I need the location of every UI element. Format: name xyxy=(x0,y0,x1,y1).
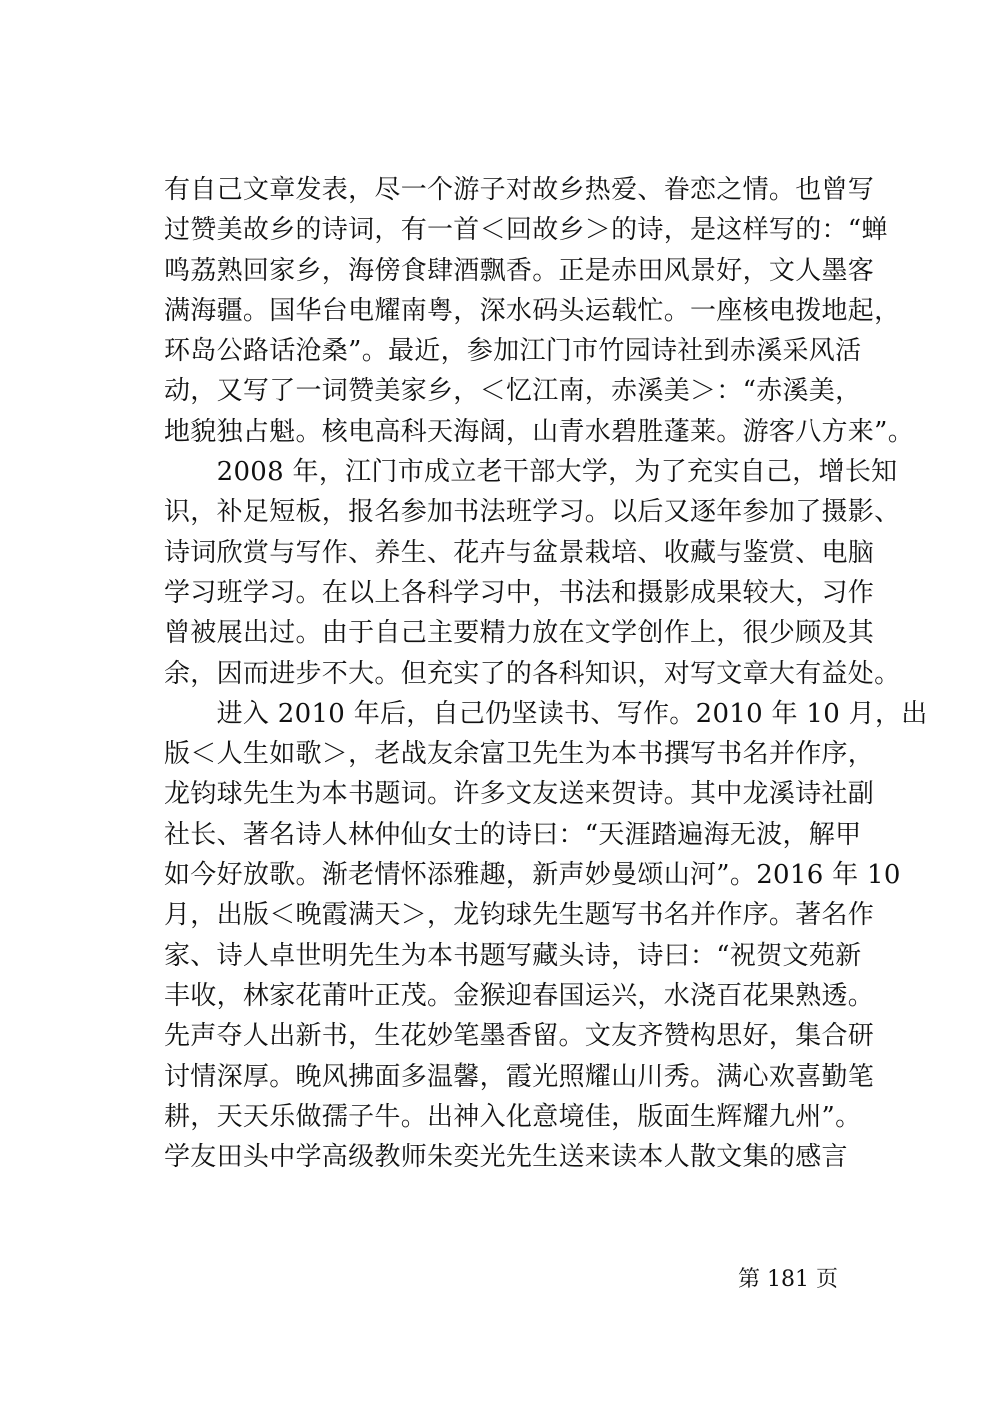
text-line: 版＜人生如歌＞，老战友余富卫先生为本书撰写书名并作序， xyxy=(164,739,875,770)
text-line: 识，补足短板，报名参加书法班学习。以后又逐年参加了摄影、 xyxy=(164,497,901,528)
text-line: 余，因而进步不大。但充实了的各科知识，对写文章大有益处。 xyxy=(164,658,901,689)
body-text xyxy=(164,170,928,1177)
text-line: 先声夺人出新书，生花妙笔墨香留。文友齐赞构思好，集合研 xyxy=(164,1021,875,1052)
text-line: 2008 年，江门市成立老干部大学，为了充实自己，增长知 xyxy=(164,457,898,488)
text-line: 动，又写了一词赞美家乡，＜忆江南，赤溪美＞：“赤溪美， xyxy=(164,376,862,407)
page-number: 第 181 页 xyxy=(738,1267,838,1292)
text-line: 如今好放歌。渐老情怀添雅趣，新声妙曼颂山河”。2016 年 10 xyxy=(164,860,901,891)
text-line: 学习班学习。在以上各科学习中，书法和摄影成果较大，习作 xyxy=(164,577,875,608)
text-line: 学友田头中学高级教师朱奕光先生送来读本人散文集的感言 xyxy=(164,1142,848,1173)
text-line: 家、诗人卓世明先生为本书题写藏头诗，诗曰：“祝贺文苑新 xyxy=(164,940,862,971)
text-line: 地貌独占魁。核电高科天海阔，山青水碧胜蓬莱。游客八方来”。 xyxy=(164,416,914,447)
text-line: 满海疆。国华台电耀南粤，深水码头运载忙。一座核电拨地起， xyxy=(164,295,901,326)
text-line: 龙钧球先生为本书题词。许多文友送来贺诗。其中龙溪诗社副 xyxy=(164,779,875,810)
text-line: 月，出版＜晚霞满天＞，龙钧球先生题写书名并作序。著名作 xyxy=(164,900,875,931)
text-line: 耕，天天乐做孺子牛。出神入化意境佳，版面生辉耀九州”。 xyxy=(164,1101,862,1132)
text-line: 诗词欣赏与写作、养生、花卉与盆景栽培、收藏与鉴赏、电脑 xyxy=(164,537,875,568)
text-line: 进入 2010 年后，自己仍坚读书、写作。2010 年 10 月，出 xyxy=(164,698,928,729)
text-line: 丰收，林家花莆叶正茂。金猴迎春国运兴，水浇百花果熟透。 xyxy=(164,980,875,1011)
text-line: 曾被展出过。由于自己主要精力放在文学创作上，很少顾及其 xyxy=(164,618,875,649)
text-line: 鸣荔熟回家乡，海傍食肆酒飘香。正是赤田风景好，文人墨客 xyxy=(164,255,875,286)
text-line: 社长、著名诗人林仲仙女士的诗曰：“天涯踏遍海无波，解甲 xyxy=(164,819,862,850)
text-line: 有自己文章发表，尽一个游子对故乡热爱、眷恋之情。也曾写 xyxy=(164,175,875,205)
text-line: 讨情深厚。晚风拂面多温馨，霞光照耀山川秀。满心欢喜勤笔 xyxy=(164,1061,875,1092)
text-line: 过赞美故乡的诗词，有一首＜回故乡＞的诗，是这样写的：“蝉 xyxy=(164,215,888,246)
text-line: 环岛公路话沧桑”。最近，参加江门市竹园诗社到赤溪采风活 xyxy=(164,336,862,367)
